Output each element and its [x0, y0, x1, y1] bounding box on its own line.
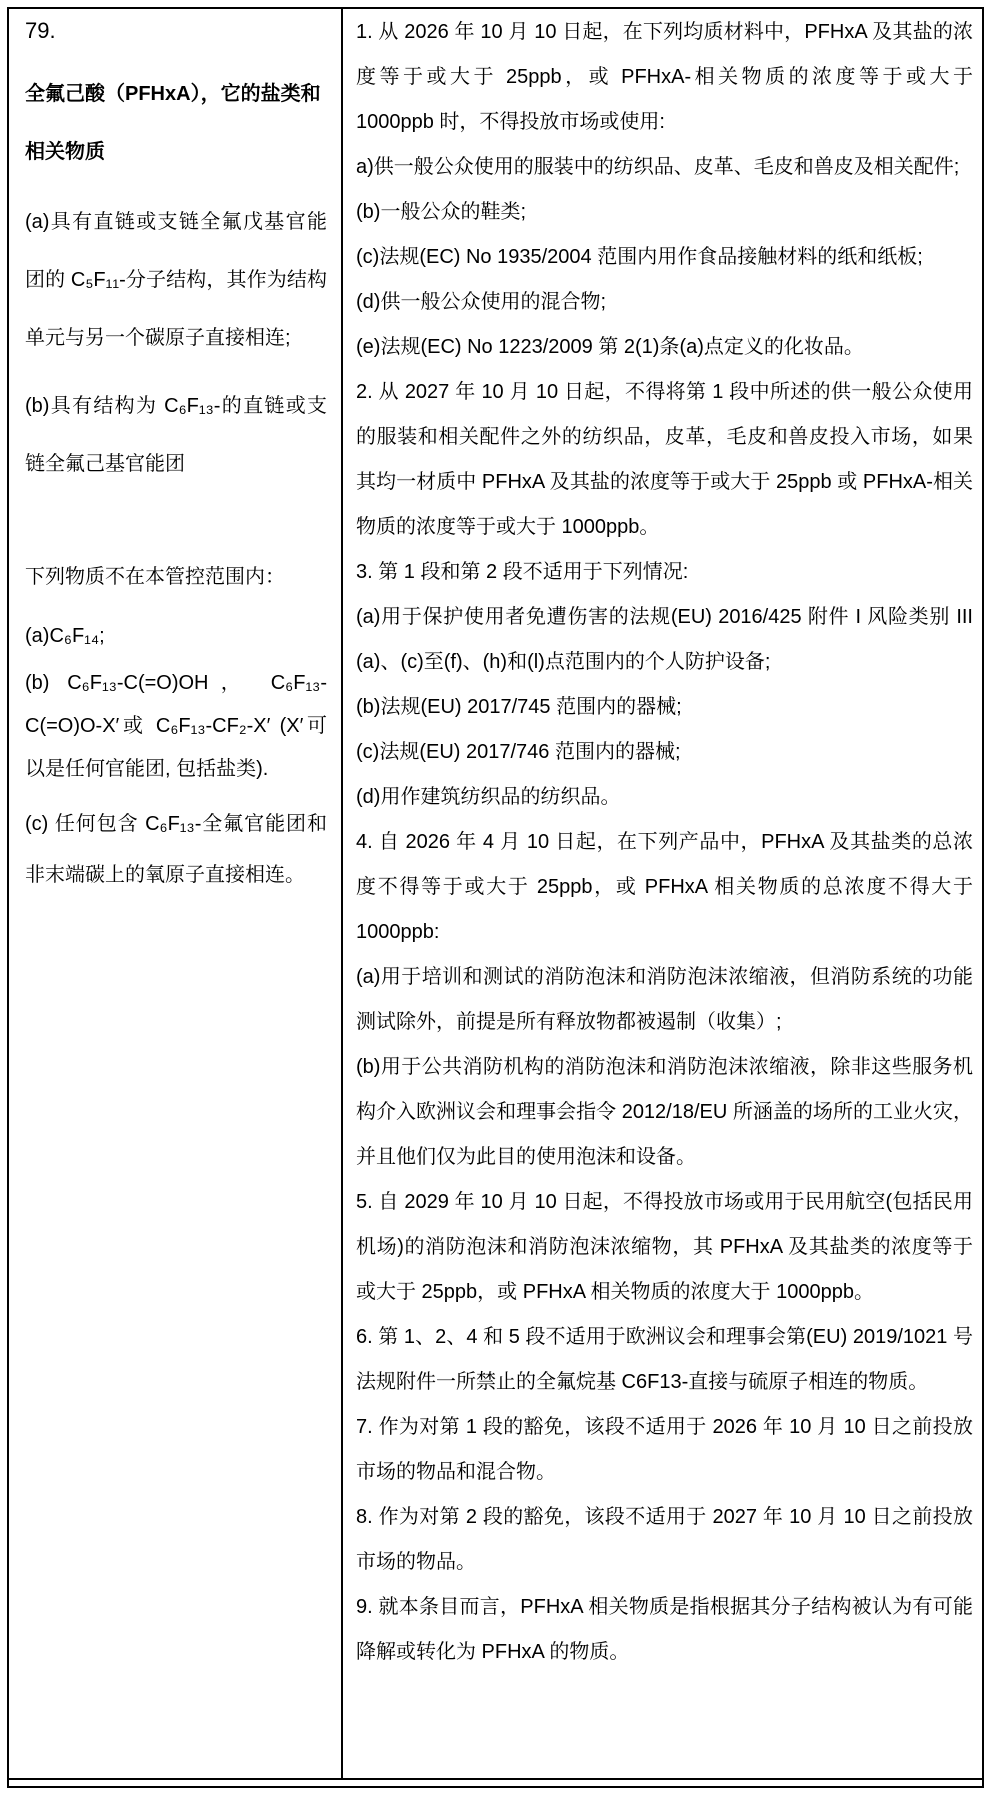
condition-3-item-a: (a)用于保护使用者免遭伤害的法规(EU) 2016/425 附件 I 风险类别 III (a)、(c)至(f)、(h)和(l)点范围内的个人防护设备;	[356, 606, 973, 673]
table-bottom-strip	[9, 1780, 982, 1786]
condition-paragraph-7: 7. 作为对第 1 段的豁免，该段不适用于 2026 年 10 月 10 日之前投放市场的物品和混合物。	[356, 1416, 973, 1483]
table-row	[9, 9, 982, 1780]
condition-3-item-c: (c)法规(EU) 2017/746 范围内的器械;	[356, 741, 681, 763]
condition-paragraph-1: 1. 从 2026 年 10 月 10 日起，在下列均质材料中，PFHxA 及其盐的浓度等于或大于 25ppb，或 PFHxA-相关物质的浓度等于或大于 1000ppb 时，不得投放市场或使用:	[356, 21, 973, 133]
condition-1-item-d: (d)供一般公众使用的混合物;	[356, 291, 606, 313]
condition-paragraph-2: 2. 从 2027 年 10 月 10 日起，不得将第 1 段中所述的供一般公众使用的服装和相关配件之外的纺织品，皮革，毛皮和兽皮投入市场，如果其均一材质中 PFHxA 及其盐的浓度等于或大于 25ppb 或 PFHxA-相关物质的浓度等于或大于 1000ppb。	[356, 381, 973, 538]
condition-4-item-b: (b)用于公共消防机构的消防泡沫和消防泡沫浓缩液，除非这些服务机构介入欧洲议会和理事会指令 2012/18/EU 所涵盖的场所的工业火灾，并且他们仅为此目的使用泡沫和设备。	[356, 1056, 973, 1168]
condition-paragraph-3: 3. 第 1 段和第 2 段不适用于下列情况:	[356, 561, 689, 583]
condition-4-item-a: (a)用于培训和测试的消防泡沫和消防泡沫浓缩液，但消防系统的功能测试除外，前提是所有释放物都被遏制（收集）;	[356, 966, 973, 1033]
scope-item-a: (a)具有直链或支链全氟戊基官能团的 C₅F₁₁-分子结构，其作为结构单元与另一个碳原子直接相连;	[25, 211, 327, 349]
condition-3-item-b: (b)法规(EU) 2017/745 范围内的器械;	[356, 696, 682, 718]
condition-1-item-a: a)供一般公众使用的服装中的纺织品、皮革、毛皮和兽皮及相关配件;	[356, 156, 960, 178]
substance-column	[9, 9, 343, 1778]
condition-1-item-c: (c)法规(EC) No 1935/2004 范围内用作食品接触材料的纸和纸板;	[356, 246, 923, 268]
condition-paragraph-4: 4. 自 2026 年 4 月 10 日起，在下列产品中，PFHxA 及其盐类的总浓度不得等于或大于 25ppb，或 PFHxA 相关物质的总浓度不得大于 1000ppb:	[356, 831, 973, 943]
condition-1-item-b: (b)一般公众的鞋类;	[356, 201, 526, 223]
condition-paragraph-8: 8. 作为对第 2 段的豁免，该段不适用于 2027 年 10 月 10 日之前投放市场的物品。	[356, 1506, 973, 1573]
condition-paragraph-9: 9. 就本条目而言，PFHxA 相关物质是指根据其分子结构被认为有可能降解或转化为 PFHxA 的物质。	[356, 1596, 973, 1663]
conditions-column	[343, 9, 982, 1778]
condition-paragraph-5: 5. 自 2029 年 10 月 10 日起，不得投放市场或用于民用航空(包括民用机场)的消防泡沫和消防泡沫浓缩物，其 PFHxA 及其盐类的浓度等于或大于 25ppb，或 PFHxA 相关物质的浓度大于 1000ppb。	[356, 1191, 973, 1303]
substance-title: 全氟己酸（PFHxA），它的盐类和相关物质	[25, 83, 321, 163]
condition-paragraph-6: 6. 第 1、2、4 和 5 段不适用于欧洲议会和理事会第(EU) 2019/1021 号法规附件一所禁止的全氟烷基 C6F13-直接与硫原子相连的物质。	[356, 1326, 973, 1393]
scope-item-b: (b)具有结构为 C₆F₁₃-的直链或支链全氟己基官能团	[25, 395, 327, 475]
exclusion-item-a: (a)C₆F₁₄;	[25, 625, 105, 647]
condition-3-item-d: (d)用作建筑纺织品的纺织品。	[356, 786, 621, 808]
exclusion-item-c: (c) 任何包含 C₆F₁₃-全氟官能团和非末端碳上的氧原子直接相连。	[25, 813, 327, 886]
exclusion-item-b: (b) C₆F₁₃-C(=O)OH， C₆F₁₃-C(=O)O-X′或 C₆F₁₃-CF₂-X′ (X′可以是任何官能团, 包括盐类).	[25, 672, 327, 780]
restriction-entry-table	[7, 7, 984, 1788]
condition-1-item-e: (e)法规(EC) No 1223/2009 第 2(1)条(a)点定义的化妆品。	[356, 336, 864, 358]
exclusions-intro: 下列物质不在本管控范围内：	[25, 566, 285, 588]
entry-number: 79.	[25, 18, 56, 43]
